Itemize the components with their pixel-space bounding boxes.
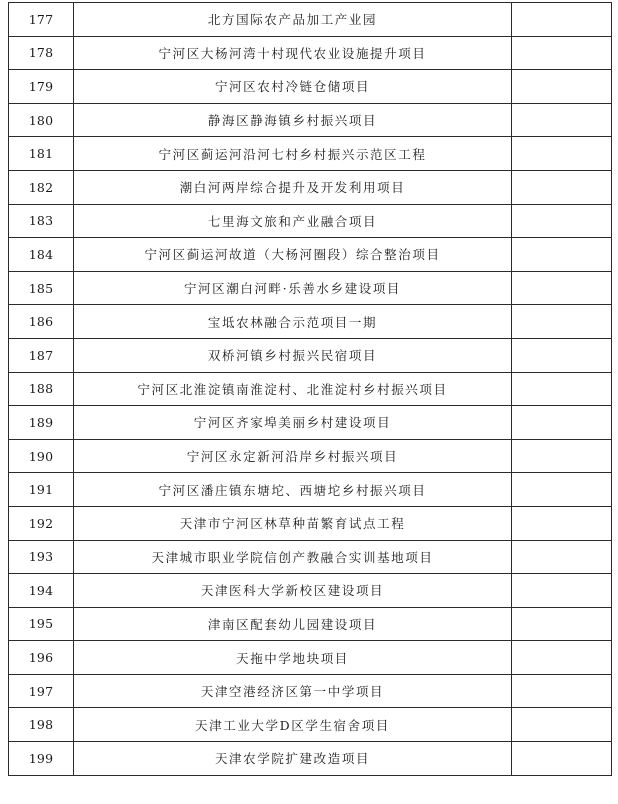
remarks-cell [512,607,612,641]
remarks-cell [512,204,612,238]
project-name-cell: 宁河区大杨河湾十村现代农业设施提升项目 [74,36,512,70]
project-name-cell: 天津市宁河区林草种苗繁育试点工程 [74,506,512,540]
remarks-cell [512,238,612,272]
project-name-cell: 天津城市职业学院信创产教融合实训基地项目 [74,540,512,574]
project-name-cell: 宁河区蓟运河故道（大杨河圈段）综合整治项目 [74,238,512,272]
remarks-cell [512,540,612,574]
project-name-cell: 宁河区蓟运河沿河七村乡村振兴示范区工程 [74,137,512,171]
row-number-cell: 185 [9,271,74,305]
table-row [9,574,612,608]
table-row [9,372,612,406]
project-name-cell: 天津工业大学D区学生宿舍项目 [74,708,512,742]
table-row [9,406,612,440]
table-row [9,439,612,473]
remarks-cell [512,406,612,440]
row-number-cell: 179 [9,70,74,104]
remarks-cell [512,36,612,70]
table-row [9,338,612,372]
row-number-cell: 198 [9,708,74,742]
remarks-cell [512,506,612,540]
project-name-cell: 宁河区永定新河沿岸乡村振兴项目 [74,439,512,473]
table-row [9,36,612,70]
table-row [9,70,612,104]
remarks-cell [512,271,612,305]
table-row [9,473,612,507]
row-number-cell: 194 [9,574,74,608]
project-name-cell: 天津空港经济区第一中学项目 [74,674,512,708]
row-number-cell: 189 [9,406,74,440]
row-number-cell: 196 [9,641,74,675]
row-number-cell: 190 [9,439,74,473]
project-table [8,2,612,776]
project-name-cell: 宁河区北淮淀镇南淮淀村、北淮淀村乡村振兴项目 [74,372,512,406]
row-number-cell: 182 [9,170,74,204]
table-row [9,170,612,204]
remarks-cell [512,473,612,507]
row-number-cell: 191 [9,473,74,507]
project-name-cell: 天拖中学地块项目 [74,641,512,675]
project-name-cell: 静海区静海镇乡村振兴项目 [74,103,512,137]
remarks-cell [512,674,612,708]
project-name-cell: 宁河区农村冷链仓储项目 [74,70,512,104]
table-row [9,204,612,238]
project-name-cell: 双桥河镇乡村振兴民宿项目 [74,338,512,372]
table-row [9,674,612,708]
project-name-cell: 七里海文旅和产业融合项目 [74,204,512,238]
project-name-cell: 北方国际农产品加工产业园 [74,3,512,37]
project-name-cell: 宁河区潮白河畔·乐善水乡建设项目 [74,271,512,305]
remarks-cell [512,708,612,742]
table-row [9,137,612,171]
row-number-cell: 178 [9,36,74,70]
row-number-cell: 188 [9,372,74,406]
row-number-cell: 192 [9,506,74,540]
remarks-cell [512,70,612,104]
project-name-cell: 津南区配套幼儿园建设项目 [74,607,512,641]
remarks-cell [512,641,612,675]
remarks-cell [512,742,612,776]
remarks-cell [512,170,612,204]
row-number-cell: 177 [9,3,74,37]
project-name-cell: 潮白河两岸综合提升及开发利用项目 [74,170,512,204]
row-number-cell: 197 [9,674,74,708]
table-row [9,103,612,137]
row-number-cell: 186 [9,305,74,339]
project-name-cell: 宁河区齐家埠美丽乡村建设项目 [74,406,512,440]
row-number-cell: 180 [9,103,74,137]
project-name-cell: 宁河区潘庄镇东塘坨、西塘坨乡村振兴项目 [74,473,512,507]
row-number-cell: 199 [9,742,74,776]
remarks-cell [512,372,612,406]
remarks-cell [512,338,612,372]
project-name-cell: 天津医科大学新校区建设项目 [74,574,512,608]
row-number-cell: 195 [9,607,74,641]
table-row [9,708,612,742]
row-number-cell: 193 [9,540,74,574]
table-row [9,506,612,540]
project-name-cell: 天津农学院扩建改造项目 [74,742,512,776]
table-row [9,3,612,37]
table-row [9,641,612,675]
row-number-cell: 181 [9,137,74,171]
table-row [9,305,612,339]
remarks-cell [512,3,612,37]
row-number-cell: 187 [9,338,74,372]
table-row [9,607,612,641]
remarks-cell [512,574,612,608]
remarks-cell [512,103,612,137]
row-number-cell: 183 [9,204,74,238]
project-name-cell: 宝坻农林融合示范项目一期 [74,305,512,339]
table-row [9,238,612,272]
remarks-cell [512,439,612,473]
remarks-cell [512,137,612,171]
project-table-body [9,3,612,776]
table-row [9,742,612,776]
table-row [9,540,612,574]
table-row [9,271,612,305]
remarks-cell [512,305,612,339]
row-number-cell: 184 [9,238,74,272]
